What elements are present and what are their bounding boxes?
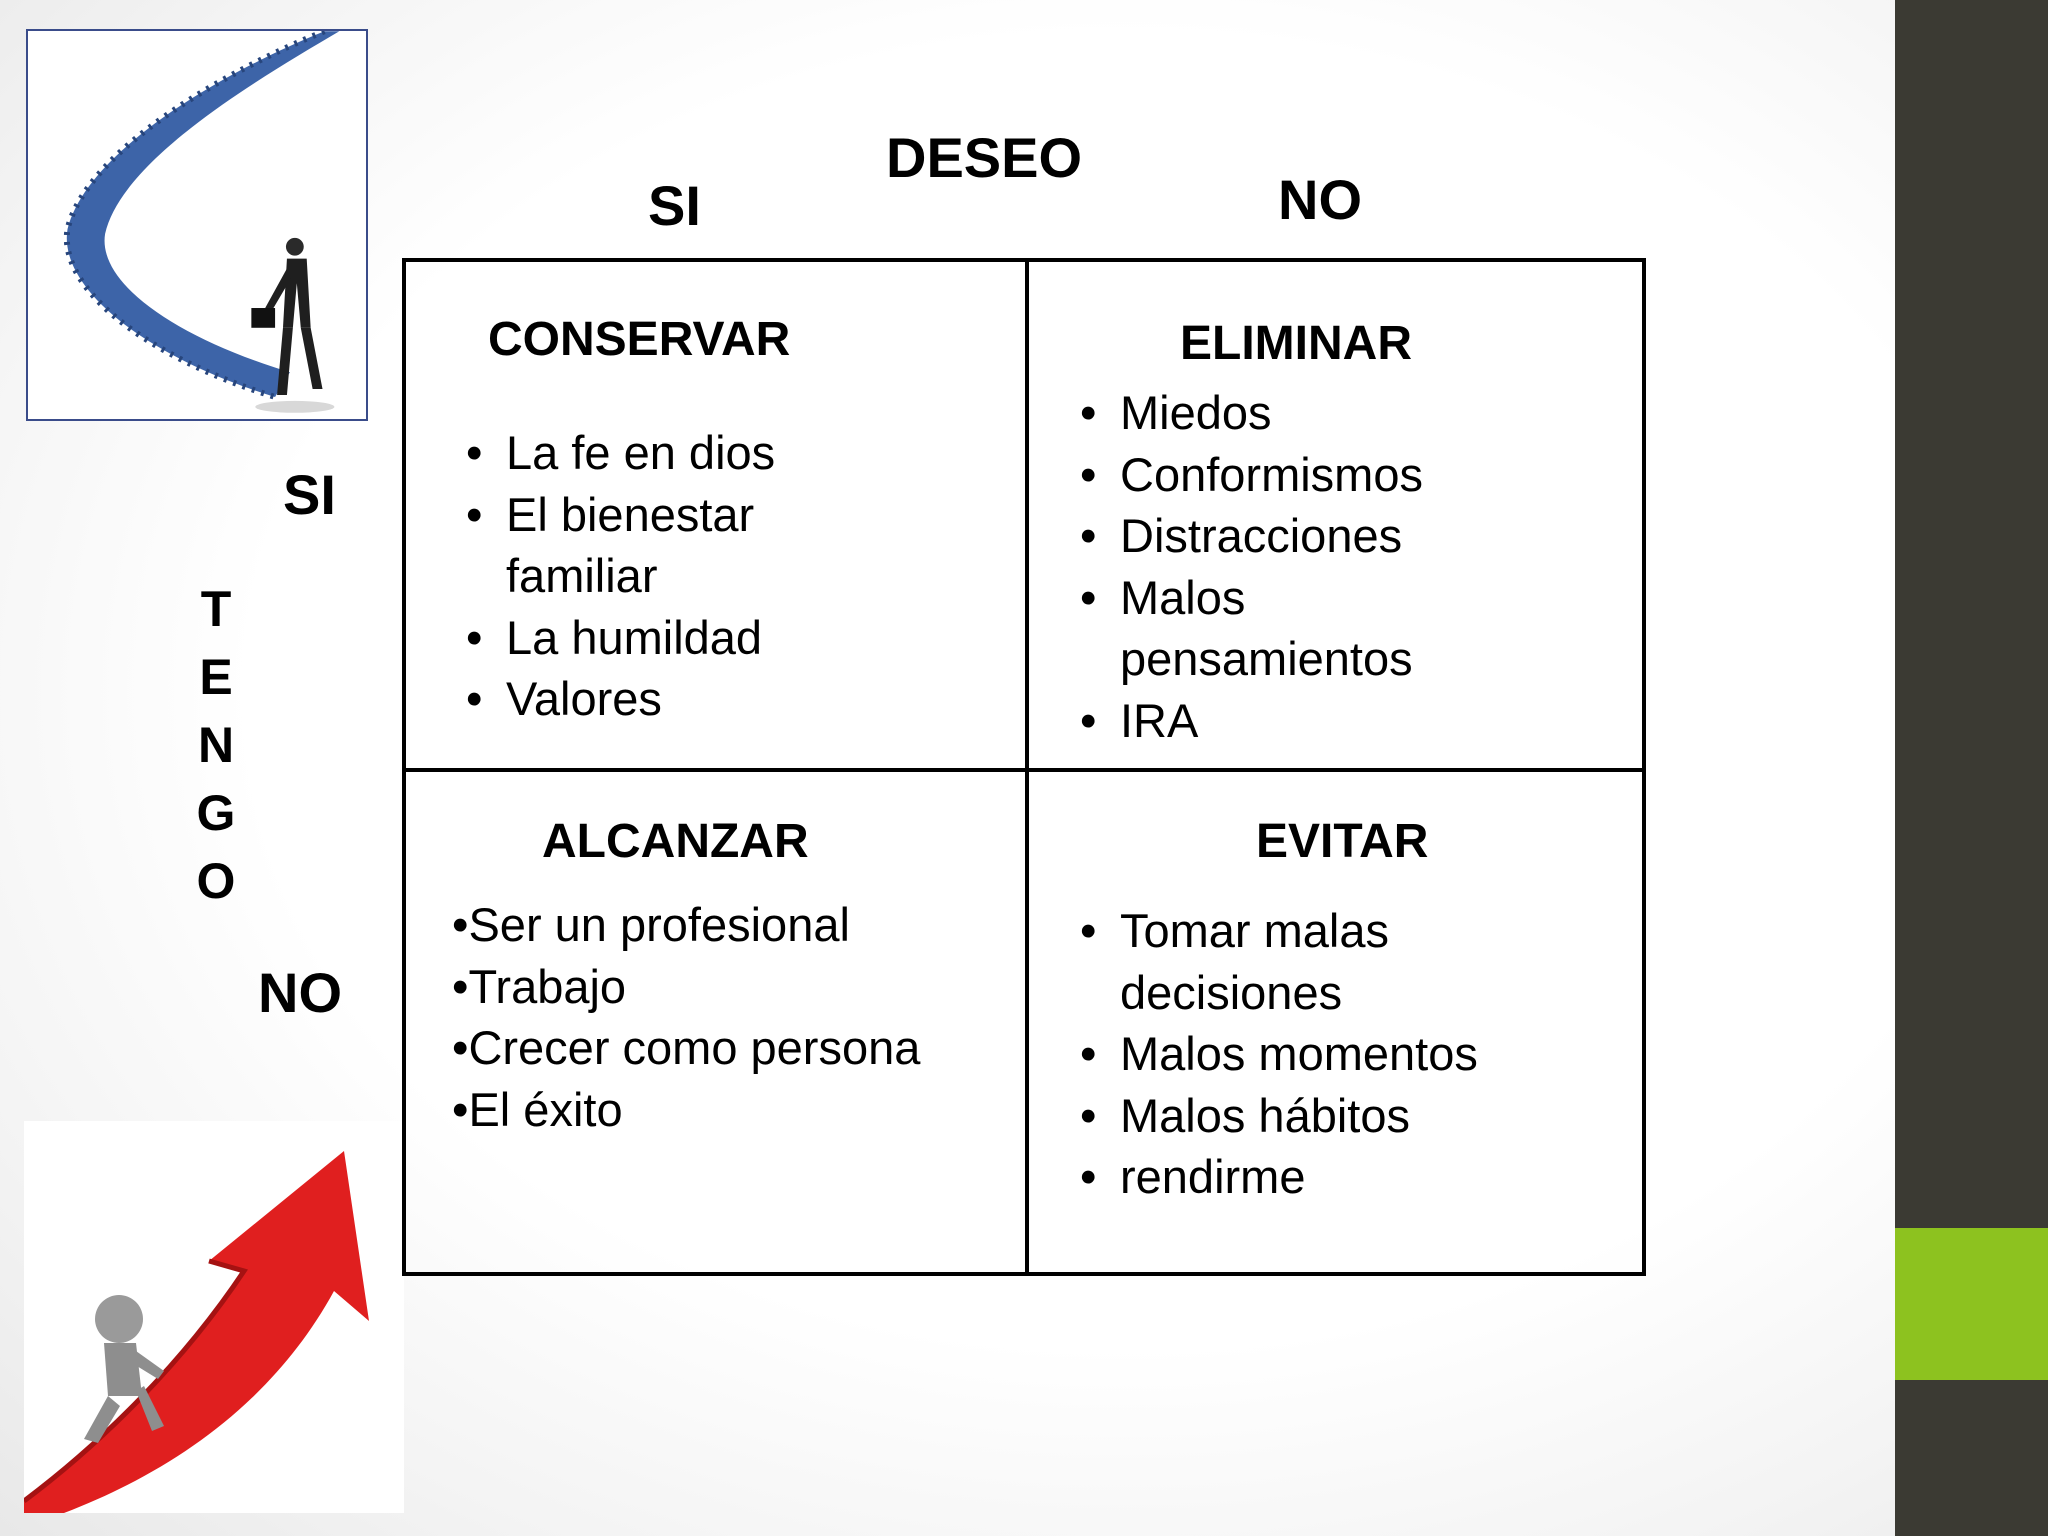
list-item: •El éxito — [452, 1082, 623, 1136]
alcanzar-title: ALCANZAR — [542, 815, 809, 868]
list-item: • Malos pensamientos — [1080, 567, 1480, 690]
desire-matrix — [402, 258, 1646, 1276]
eliminar-title: ELIMINAR — [1180, 317, 1412, 370]
list-item: • Distracciones — [1080, 505, 1580, 567]
tengo-letter: G — [196, 785, 236, 841]
eliminar-list — [1080, 382, 1580, 751]
list-item: • La humildad — [466, 607, 986, 669]
arrow-illustration — [24, 1121, 404, 1513]
list-item: • Miedos — [1080, 382, 1580, 444]
tengo-vertical-label — [192, 575, 240, 915]
column-no-label: NO — [1278, 168, 1362, 231]
arrow-image — [24, 1121, 404, 1513]
list-item: • Malos momentos — [1080, 1023, 1580, 1085]
matrix-vertical-divider — [1025, 262, 1029, 1272]
evitar-list — [1080, 900, 1580, 1208]
deseo-header: DESEO — [886, 126, 1083, 189]
list-item: • El bienestar familiar — [466, 484, 846, 607]
list-item: •Crecer como persona — [452, 1021, 921, 1074]
list-item: •Trabajo — [452, 959, 627, 1013]
tengo-letter: T — [200, 581, 232, 637]
list-item: • Valores — [466, 668, 986, 730]
list-item: • IRA — [1080, 690, 1580, 752]
list-item: • Malos hábitos — [1080, 1085, 1580, 1147]
list-item: •Ser un profesional — [452, 898, 850, 951]
list-item: • rendirme — [1080, 1146, 1580, 1208]
tengo-letter: E — [199, 649, 233, 705]
tengo-letter: N — [197, 717, 235, 773]
side-bar-accent — [1895, 1228, 2048, 1380]
column-si-label: SI — [648, 174, 701, 237]
conservar-list — [466, 422, 986, 730]
alcanzar-list — [452, 894, 920, 1140]
row-no-label: NO — [258, 961, 342, 1024]
row-si-label: SI — [283, 463, 336, 526]
evitar-title: EVITAR — [1256, 815, 1429, 868]
stairs-image — [26, 29, 368, 421]
list-item: • La fe en dios — [466, 422, 986, 484]
list-item: • Tomar malas decisiones — [1080, 900, 1450, 1023]
stairs-illustration — [28, 31, 366, 419]
list-item: • Conformismos — [1080, 444, 1580, 506]
matrix-horizontal-divider — [406, 768, 1642, 772]
conservar-title: CONSERVAR — [488, 313, 791, 366]
tengo-letter: O — [196, 853, 236, 909]
